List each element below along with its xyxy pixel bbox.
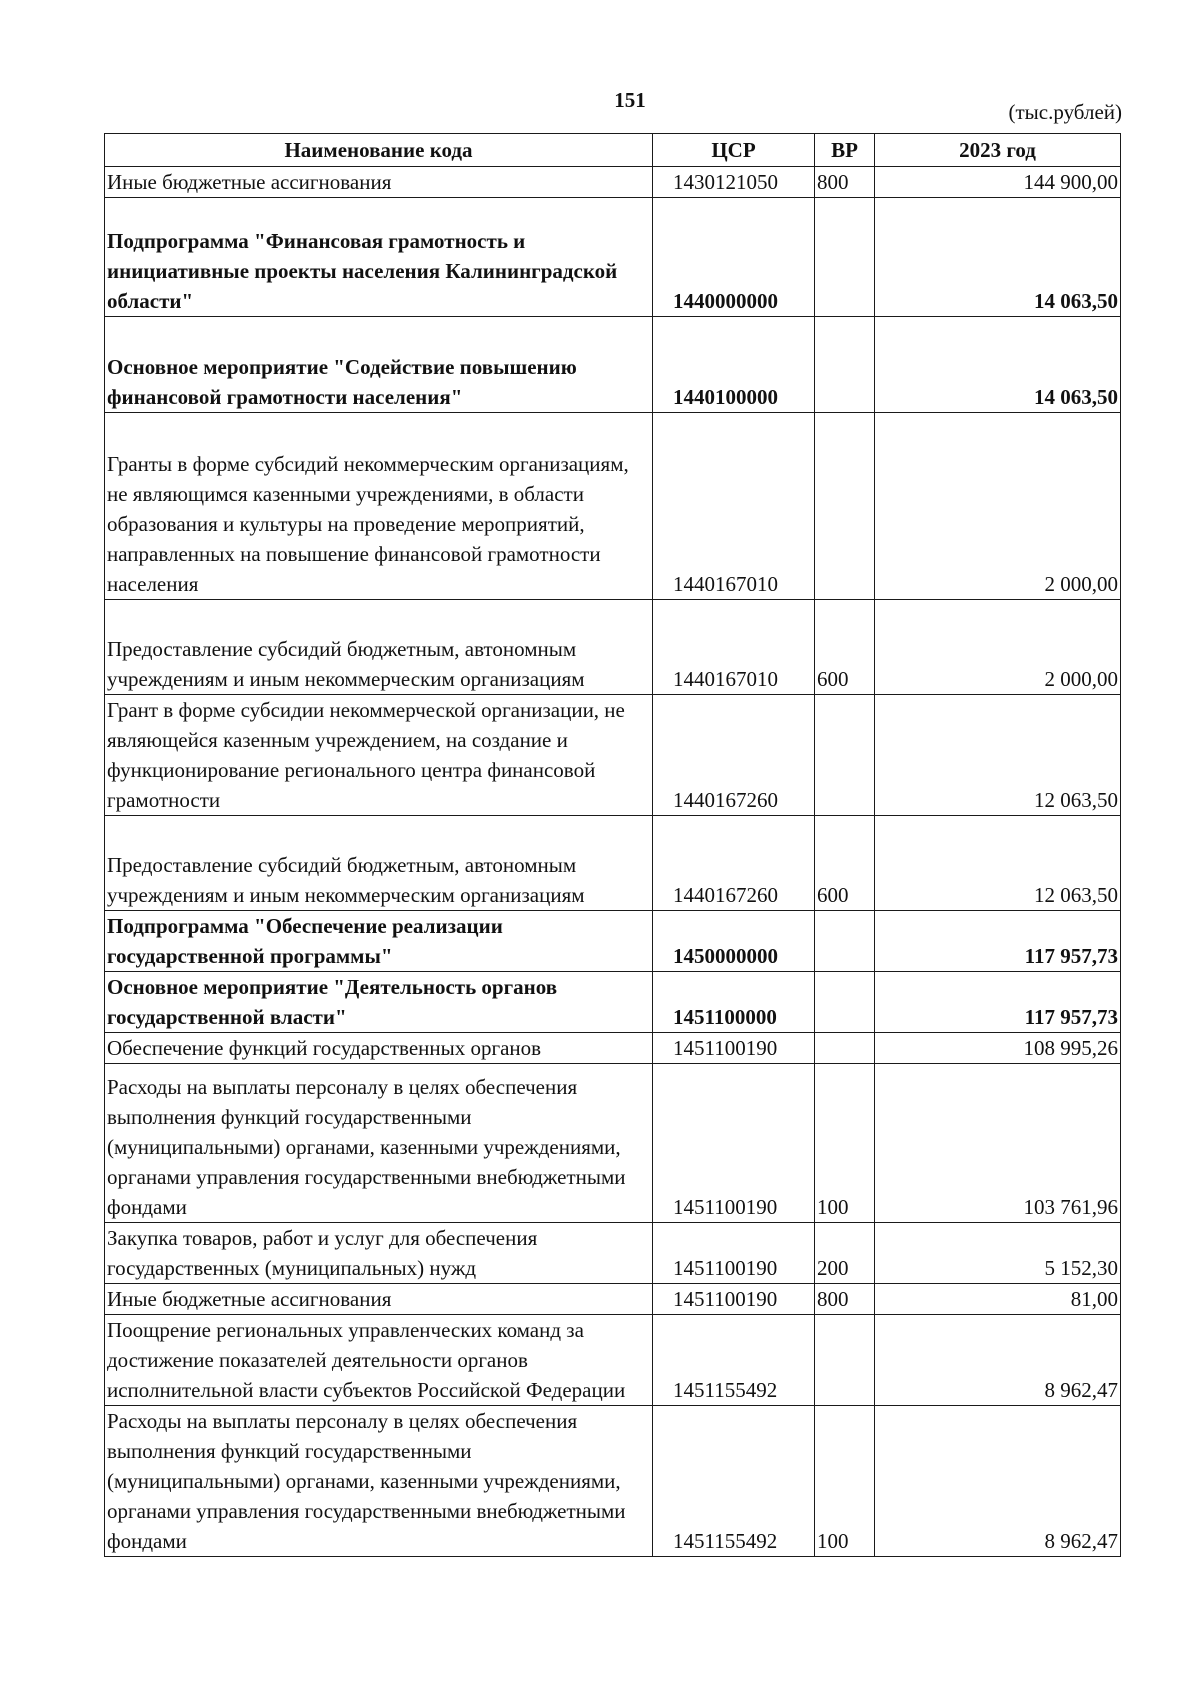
- header-name: Наименование кода: [105, 134, 653, 167]
- row-csr: 1451100000: [653, 972, 815, 1033]
- table-header-row: [105, 134, 1121, 167]
- row-name: Грант в форме субсидии некоммерческой организации, не являющейся казенным учреждением, на создание и функционирование регионального центра финансовой грамотности: [105, 695, 653, 816]
- row-name: Обеспечение функций государственных органов: [105, 1033, 653, 1064]
- row-amount: 5 152,30: [875, 1223, 1121, 1284]
- row-name: Предоставление субсидий бюджетным, автономным учреждениям и иным некоммерческим организациям: [105, 816, 653, 911]
- row-csr: 1440167010: [653, 413, 815, 600]
- row-csr: 1440167260: [653, 695, 815, 816]
- row-amount: 12 063,50: [875, 816, 1121, 911]
- table-row: [105, 911, 1121, 972]
- row-name: Предоставление субсидий бюджетным, автономным учреждениям и иным некоммерческим организациям: [105, 600, 653, 695]
- row-csr: 1451155492: [653, 1315, 815, 1406]
- row-csr: 1430121050: [653, 167, 815, 198]
- row-amount: 8 962,47: [875, 1406, 1121, 1557]
- row-name: Расходы на выплаты персоналу в целях обеспечения выполнения функций государственными (муниципальными) органами, казенными учреждениями, органами управления государственными внебюджетными фондами: [105, 1064, 653, 1223]
- table-row: [105, 816, 1121, 911]
- row-csr: 1440167010: [653, 600, 815, 695]
- row-vr: 100: [815, 1406, 875, 1557]
- table-row: [105, 600, 1121, 695]
- table-row: [105, 1406, 1121, 1557]
- row-amount: 117 957,73: [875, 972, 1121, 1033]
- row-amount: 2 000,00: [875, 413, 1121, 600]
- row-vr: [815, 1033, 875, 1064]
- row-name: Подпрограмма "Финансовая грамотность и инициативные проекты населения Калининградской области": [105, 198, 653, 317]
- row-vr: 600: [815, 816, 875, 911]
- row-csr: 1450000000: [653, 911, 815, 972]
- row-amount: 14 063,50: [875, 317, 1121, 413]
- row-vr: [815, 972, 875, 1033]
- table-row: [105, 1315, 1121, 1406]
- table-row: [105, 695, 1121, 816]
- row-name: Расходы на выплаты персоналу в целях обеспечения выполнения функций государственными (муниципальными) органами, казенными учреждениями, органами управления государственными внебюджетными фондами: [105, 1406, 653, 1557]
- row-vr: 800: [815, 1284, 875, 1315]
- table-row: [105, 198, 1121, 317]
- table-row: [105, 1064, 1121, 1223]
- header-year: 2023 год: [875, 134, 1121, 167]
- row-vr: 600: [815, 600, 875, 695]
- table-row: [105, 413, 1121, 600]
- row-name: Основное мероприятие "Содействие повышению финансовой грамотности населения": [105, 317, 653, 413]
- row-amount: 12 063,50: [875, 695, 1121, 816]
- table-row: [105, 1223, 1121, 1284]
- header-vr: ВР: [815, 134, 875, 167]
- row-amount: 2 000,00: [875, 600, 1121, 695]
- row-vr: 100: [815, 1064, 875, 1223]
- row-vr: [815, 413, 875, 600]
- row-name: Поощрение региональных управленческих команд за достижение показателей деятельности органов исполнительной власти субъектов Российской Федерации: [105, 1315, 653, 1406]
- row-amount: 103 761,96: [875, 1064, 1121, 1223]
- row-csr: 1440100000: [653, 317, 815, 413]
- row-amount: 8 962,47: [875, 1315, 1121, 1406]
- row-name: Гранты в форме субсидий некоммерческим организациям, не являющимся казенными учреждениями, в области образования и культуры на проведение мероприятий, направленных на повышение финансовой грамотности населения: [105, 413, 653, 600]
- row-amount: 14 063,50: [875, 198, 1121, 317]
- row-csr: 1451100190: [653, 1064, 815, 1223]
- row-vr: [815, 317, 875, 413]
- row-vr: 200: [815, 1223, 875, 1284]
- row-name: Иные бюджетные ассигнования: [105, 1284, 653, 1315]
- table-row: [105, 1284, 1121, 1315]
- budget-table: [104, 133, 1121, 1557]
- row-vr: 800: [815, 167, 875, 198]
- row-vr: [815, 911, 875, 972]
- row-vr: [815, 695, 875, 816]
- row-name: Подпрограмма "Обеспечение реализации государственной программы": [105, 911, 653, 972]
- row-csr: 1451155492: [653, 1406, 815, 1557]
- row-csr: 1440167260: [653, 816, 815, 911]
- row-vr: [815, 1315, 875, 1406]
- table-row: [105, 167, 1121, 198]
- row-amount: 81,00: [875, 1284, 1121, 1315]
- row-amount: 117 957,73: [875, 911, 1121, 972]
- row-csr: 1451100190: [653, 1284, 815, 1315]
- table-row: [105, 1033, 1121, 1064]
- row-name: Основное мероприятие "Деятельность органов государственной власти": [105, 972, 653, 1033]
- row-csr: 1451100190: [653, 1033, 815, 1064]
- row-amount: 144 900,00: [875, 167, 1121, 198]
- row-vr: [815, 198, 875, 317]
- row-name: Закупка товаров, работ и услуг для обеспечения государственных (муниципальных) нужд: [105, 1223, 653, 1284]
- units-label: (тыс.рублей): [1008, 100, 1122, 124]
- row-csr: 1440000000: [653, 198, 815, 317]
- table-row: [105, 317, 1121, 413]
- table-row: [105, 972, 1121, 1033]
- row-csr: 1451100190: [653, 1223, 815, 1284]
- page-number: 151: [614, 88, 646, 112]
- row-amount: 108 995,26: [875, 1033, 1121, 1064]
- header-csr: ЦСР: [653, 134, 815, 167]
- row-name: Иные бюджетные ассигнования: [105, 167, 653, 198]
